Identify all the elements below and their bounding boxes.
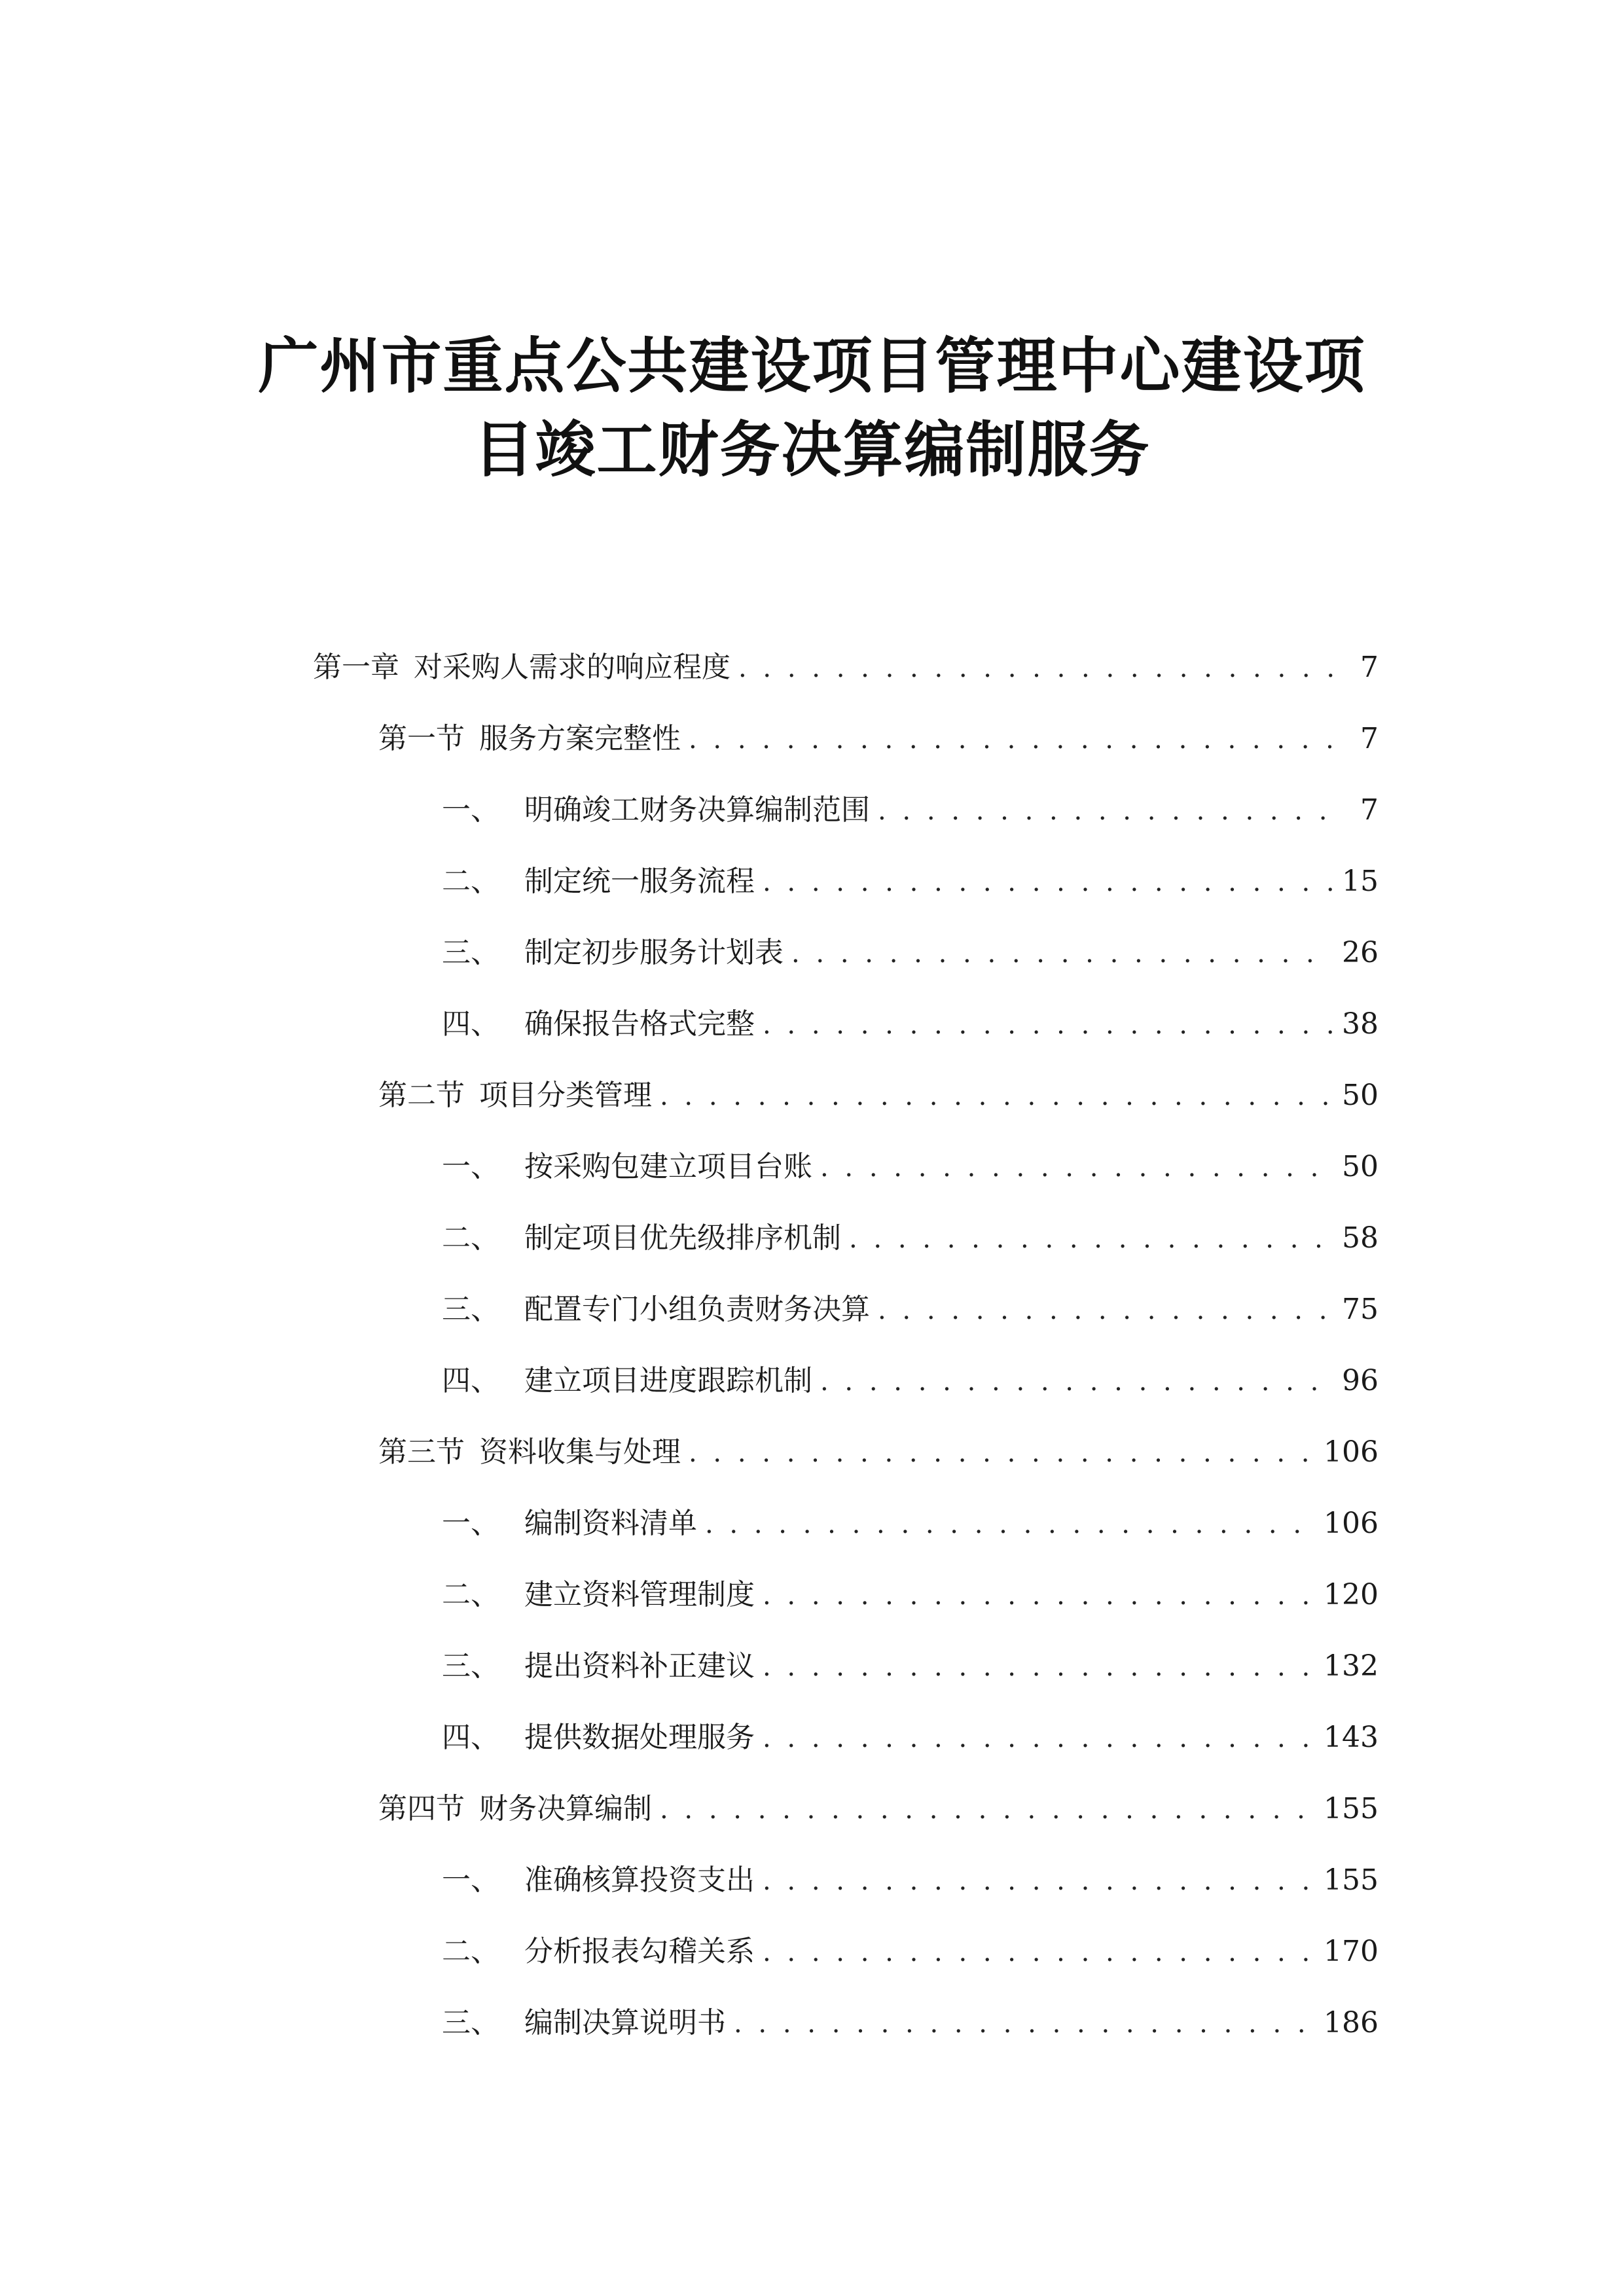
toc-page-number: 143 xyxy=(1324,1721,1379,1754)
toc-page-number: 26 xyxy=(1342,936,1379,969)
toc-section-number: 第三节 xyxy=(378,1435,465,1469)
toc-entry-title: 配置专门小组负责财务决算 xyxy=(524,1293,870,1326)
toc-entry-subsection[interactable] xyxy=(442,1358,1379,1404)
toc-dot-leader xyxy=(763,859,1333,905)
toc-entry-section[interactable] xyxy=(378,1429,1379,1475)
toc-page-number: 50 xyxy=(1342,1079,1379,1112)
toc-entry-section[interactable] xyxy=(378,716,1379,762)
toc-page-number: 75 xyxy=(1342,1293,1379,1326)
toc-page-number: 106 xyxy=(1324,1435,1379,1469)
toc-section-number: 一、 xyxy=(442,1507,499,1540)
toc-page-number: 58 xyxy=(1342,1221,1379,1255)
toc-entry-title: 制定初步服务计划表 xyxy=(524,936,784,969)
toc-section-number: 二、 xyxy=(442,1578,499,1611)
toc-dot-leader xyxy=(820,1145,1333,1191)
toc-entry-title: 明确竣工财务决算编制范围 xyxy=(524,793,870,827)
toc-section-number: 一、 xyxy=(442,1863,499,1897)
toc-entry-chapter[interactable] xyxy=(313,645,1379,691)
toc-section-number: 第一节 xyxy=(378,722,465,755)
toc-dot-leader xyxy=(820,1359,1333,1405)
table-of-contents xyxy=(0,645,1624,2058)
toc-entry-title: 对采购人需求的响应程度 xyxy=(414,651,731,684)
toc-entry-subsection[interactable] xyxy=(442,1501,1379,1547)
toc-section-number: 三、 xyxy=(442,936,499,969)
toc-section-number: 一、 xyxy=(442,1150,499,1183)
toc-section-number: 第四节 xyxy=(378,1792,465,1825)
toc-page-number: 38 xyxy=(1342,1007,1379,1041)
toc-entry-section[interactable] xyxy=(378,1786,1379,1832)
toc-page-number: 155 xyxy=(1324,1792,1379,1825)
toc-entry-title: 制定项目优先级排序机制 xyxy=(524,1221,841,1255)
toc-entry-subsection[interactable] xyxy=(442,1287,1379,1333)
toc-dot-leader xyxy=(763,1858,1314,1904)
toc-entry-subsection[interactable] xyxy=(442,1929,1379,1975)
toc-section-number: 第一章 xyxy=(313,651,399,684)
toc-dot-leader xyxy=(705,1501,1314,1547)
toc-entry-title: 项目分类管理 xyxy=(479,1079,652,1112)
toc-entry-subsection[interactable] xyxy=(442,2000,1379,2046)
toc-entry-subsection[interactable] xyxy=(442,1715,1379,1761)
toc-dot-leader xyxy=(763,1929,1314,1975)
toc-page-number: 50 xyxy=(1342,1150,1379,1183)
toc-section-number: 四、 xyxy=(442,1721,499,1754)
toc-dot-leader xyxy=(660,1787,1314,1833)
toc-page-number: 155 xyxy=(1324,1863,1379,1897)
toc-entry-title: 服务方案完整性 xyxy=(479,722,681,755)
toc-page-number: 170 xyxy=(1324,1935,1379,1968)
toc-entry-title: 编制资料清单 xyxy=(524,1507,697,1540)
toc-section-number: 第二节 xyxy=(378,1079,465,1112)
toc-section-number: 二、 xyxy=(442,865,499,898)
toc-page-number: 7 xyxy=(1360,793,1379,827)
toc-section-number: 三、 xyxy=(442,1293,499,1326)
toc-dot-leader xyxy=(763,1715,1314,1761)
toc-entry-subsection[interactable] xyxy=(442,1643,1379,1689)
toc-dot-leader xyxy=(791,931,1333,977)
toc-entry-subsection[interactable] xyxy=(442,1215,1379,1261)
toc-dot-leader xyxy=(763,1002,1333,1048)
toc-page-number: 7 xyxy=(1360,651,1379,684)
toc-page-number: 132 xyxy=(1324,1649,1379,1683)
toc-entry-title: 资料收集与处理 xyxy=(479,1435,681,1469)
title-line-1: 广州市重点公共建设项目管理中心建设项 xyxy=(258,331,1366,401)
toc-dot-leader xyxy=(734,2001,1314,2047)
document-title xyxy=(0,331,1624,486)
toc-entry-title: 提供数据处理服务 xyxy=(524,1721,755,1754)
toc-dot-leader xyxy=(660,1073,1333,1119)
toc-entry-section[interactable] xyxy=(378,1073,1379,1119)
toc-entry-title: 建立资料管理制度 xyxy=(524,1578,755,1611)
toc-entry-subsection[interactable] xyxy=(442,1144,1379,1190)
toc-page-number: 7 xyxy=(1360,722,1379,755)
toc-entry-subsection[interactable] xyxy=(442,1001,1379,1047)
toc-dot-leader xyxy=(878,1287,1333,1333)
toc-entry-subsection[interactable] xyxy=(442,1857,1379,1903)
toc-dot-leader xyxy=(763,1573,1314,1619)
toc-dot-leader xyxy=(689,717,1343,762)
toc-section-number: 二、 xyxy=(442,1935,499,1968)
toc-entry-subsection[interactable] xyxy=(442,930,1379,976)
toc-entry-subsection[interactable] xyxy=(442,1572,1379,1618)
toc-section-number: 三、 xyxy=(442,2006,499,2039)
toc-entry-title: 编制决算说明书 xyxy=(524,2006,726,2039)
toc-page-number: 15 xyxy=(1342,865,1379,898)
toc-dot-leader xyxy=(878,788,1343,834)
title-line-2: 目竣工财务决算编制服务 xyxy=(473,415,1151,485)
toc-page-number: 120 xyxy=(1324,1578,1379,1611)
toc-entry-subsection[interactable] xyxy=(442,859,1379,905)
toc-entry-title: 确保报告格式完整 xyxy=(524,1007,755,1041)
toc-entry-title: 财务决算编制 xyxy=(479,1792,652,1825)
toc-section-number: 四、 xyxy=(442,1364,499,1397)
toc-entry-title: 建立项目进度跟踪机制 xyxy=(524,1364,812,1397)
toc-section-number: 一、 xyxy=(442,793,499,827)
toc-entry-title: 准确核算投资支出 xyxy=(524,1863,755,1897)
toc-entry-subsection[interactable] xyxy=(442,787,1379,833)
toc-page-number: 96 xyxy=(1342,1364,1379,1397)
toc-dot-leader xyxy=(738,645,1343,691)
toc-page-number: 186 xyxy=(1324,2006,1379,2039)
toc-page-number: 106 xyxy=(1324,1507,1379,1540)
toc-section-number: 三、 xyxy=(442,1649,499,1683)
toc-section-number: 四、 xyxy=(442,1007,499,1041)
toc-entry-title: 提出资料补正建议 xyxy=(524,1649,755,1683)
toc-entry-title: 按采购包建立项目台账 xyxy=(524,1150,812,1183)
toc-section-number: 二、 xyxy=(442,1221,499,1255)
toc-dot-leader xyxy=(689,1430,1314,1476)
toc-entry-title: 制定统一服务流程 xyxy=(524,865,755,898)
toc-dot-leader xyxy=(849,1216,1333,1262)
toc-dot-leader xyxy=(763,1644,1314,1690)
toc-entry-title: 分析报表勾稽关系 xyxy=(524,1935,755,1968)
